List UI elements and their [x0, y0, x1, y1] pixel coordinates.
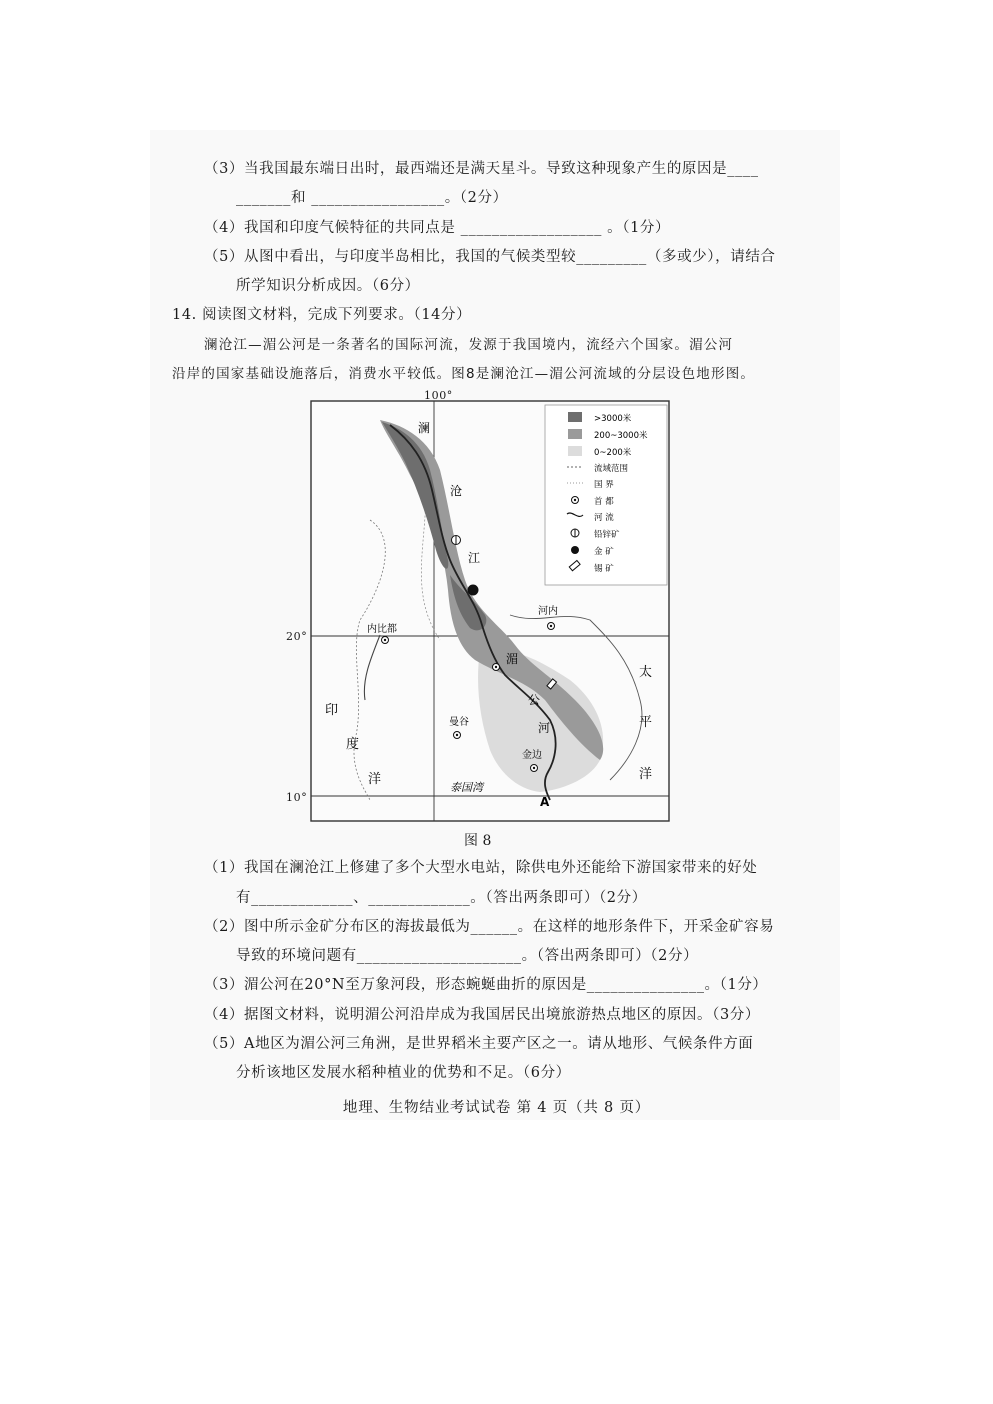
q5-line1: （5）从图中看出，与印度半岛相比，我国的气候类型较_________（多或少），请结合: [204, 249, 776, 265]
q14-sub4: （4）据图文材料，说明湄公河沿岸成为我国居民出境旅游热点地区的原因。（3分）: [204, 1007, 760, 1023]
q3-line1: （3）当我国最东端日出时，最西端还是满天星斗。导致这种现象产生的原因是____: [204, 161, 759, 177]
legend-label-7: 河 流: [594, 513, 614, 523]
river-char-1: 澜: [418, 421, 431, 435]
label-phnompenh: 金边: [522, 750, 542, 761]
q14-intro-line1: 澜沧江—湄公河是一条著名的国际河流，发源于我国境内，流经六个国家。湄公河: [204, 337, 734, 353]
q5-line2: 所学知识分析成因。（6分）: [236, 278, 420, 294]
q14-sub5-line2: 分析该地区发展水稻种植业的优势和不足。（6分）: [236, 1065, 571, 1081]
ocean-pacific-1: 太: [639, 665, 653, 680]
area-a-label: A: [540, 795, 550, 809]
ocean-indian-3: 洋: [368, 772, 382, 787]
q14-sub2-line2: 导致的环境问题有_____________________。（答出两条即可）（2分）: [236, 948, 699, 964]
mekong-terrain-map: [310, 400, 670, 822]
legend-label-8: 铅锌矿: [594, 530, 620, 540]
ocean-pacific-3: 洋: [639, 767, 653, 782]
legend-swatch-mid: [568, 429, 582, 439]
figure-caption: 图 8: [464, 833, 492, 849]
ocean-pacific-2: 平: [639, 715, 653, 730]
q14-sub5-line1: （5）A地区为湄公河三角洲，是世界稻米主要产区之一。请从地形、气候条件方面: [204, 1036, 754, 1052]
gulf-of-thailand: 泰国湾: [450, 781, 483, 794]
legend-label-5: 国 界: [594, 480, 614, 490]
legend-label-9: 金 矿: [594, 547, 614, 557]
legend-swatch-high: [568, 412, 582, 422]
legend-gold-icon: [571, 546, 579, 554]
q4: （4）我国和印度气候特征的共同点是 __________________ 。（1分）: [204, 220, 671, 236]
latitude-10-label: 10°: [286, 791, 308, 804]
label-naypyidaw: 内比都: [367, 624, 397, 635]
legend-label-1: >3000米: [594, 414, 632, 424]
q14-intro-line2: 沿岸的国家基础设施落后，消费水平较低。图8是澜沧江—湄公河流域的分层设色地形图。: [172, 366, 756, 382]
gold-mine-symbol: [468, 585, 478, 595]
legend-label-3: 0~200米: [594, 448, 632, 458]
q14-heading: 14. 阅读图文材料，完成下列要求。（14分）: [172, 307, 472, 323]
legend-label-6: 首 都: [594, 497, 614, 507]
legend-label-4: 流域范围: [594, 464, 629, 474]
river-char-2: 沧: [450, 484, 463, 498]
river-char-6: 河: [538, 721, 551, 735]
q14-sub3: （3）湄公河在20°N至万象河段，形态蜿蜒曲折的原因是_______________。（1分）: [204, 977, 768, 993]
legend-label-2: 200~3000米: [594, 431, 648, 441]
q3-line2: _______和 _________________。（2分）: [236, 190, 508, 206]
river-char-5: 公: [528, 693, 541, 707]
label-hanoi: 河内: [538, 606, 558, 617]
legend-label-10: 锡 矿: [594, 564, 614, 574]
q14-sub2-line1: （2）图中所示金矿分布区的海拔最低为______。在这样的地形条件下，开采金矿容易: [204, 919, 775, 935]
ocean-indian-2: 度: [346, 737, 360, 752]
ocean-indian-1: 印: [325, 703, 339, 718]
latitude-20-label: 20°: [286, 630, 308, 643]
page-footer: 地理、生物结业考试试卷 第 4 页（共 8 页）: [342, 1100, 651, 1116]
river-char-3: 江: [468, 551, 481, 565]
q14-sub1-line2: 有_____________、_____________。（答出两条即可）（2分）: [236, 890, 647, 906]
label-bangkok: 曼谷: [449, 717, 469, 728]
legend-swatch-low: [568, 446, 582, 456]
q14-sub1-line1: （1）我国在澜沧江上修建了多个大型水电站，除供电外还能给下游国家带来的好处: [204, 860, 758, 876]
river-char-4: 湄: [506, 652, 519, 666]
longitude-label: 100°: [424, 389, 453, 402]
